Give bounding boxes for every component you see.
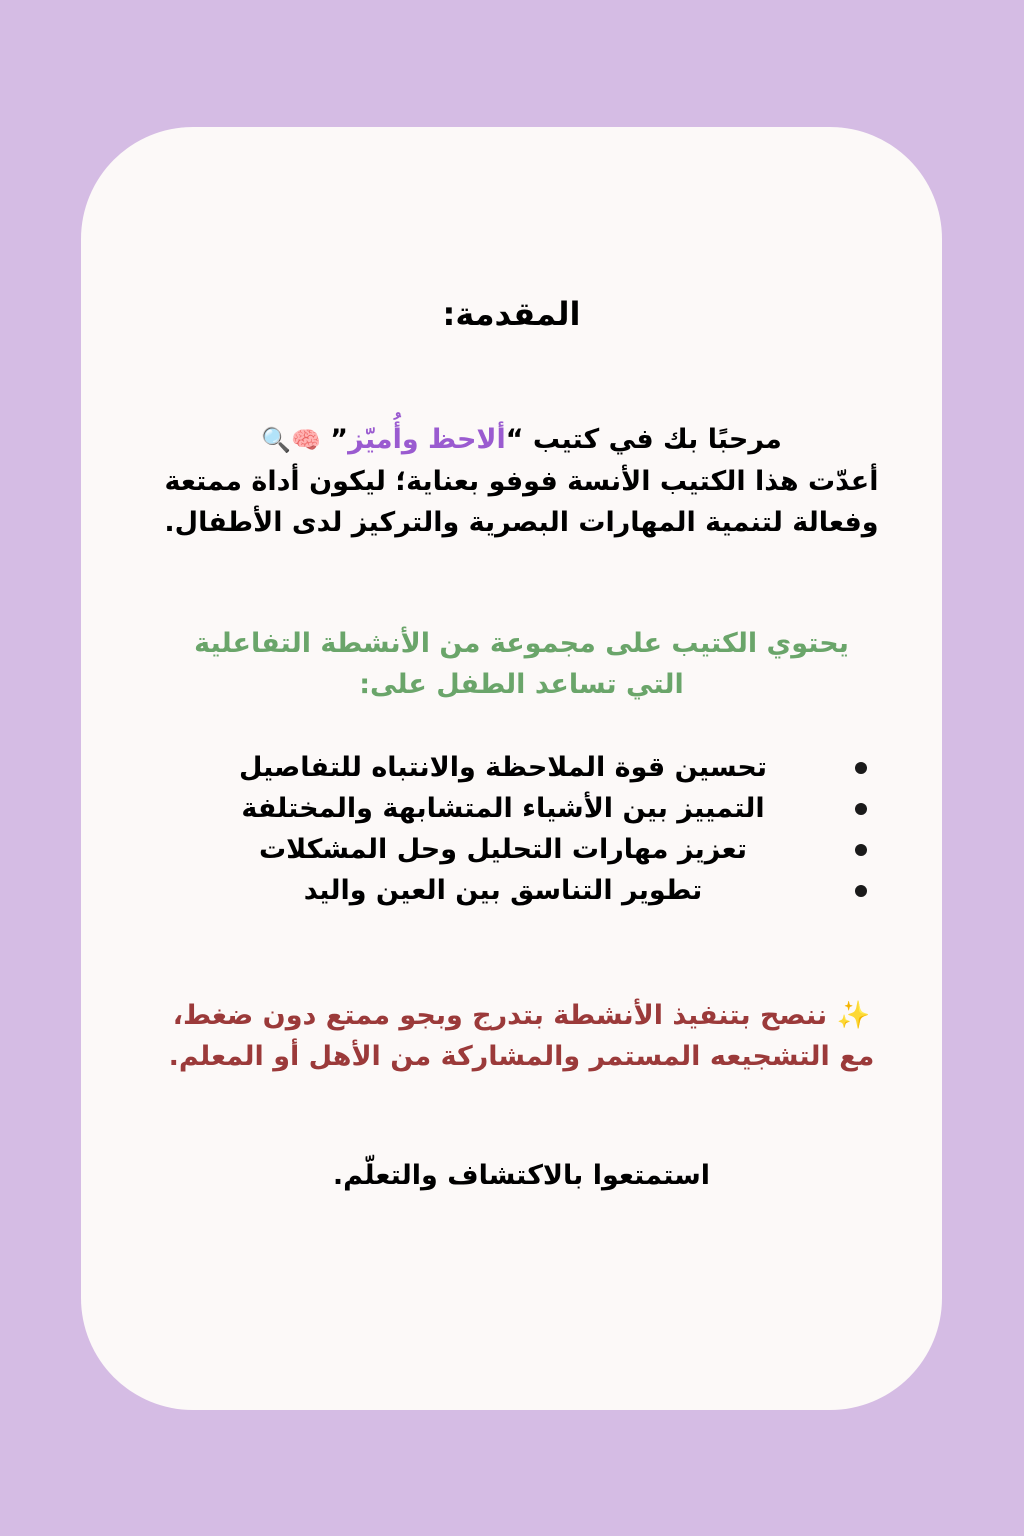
welcome-prefix: مرحبًا بك في كتيب “	[505, 424, 782, 455]
activities-intro: يحتوي الكتيب على مجموعة من الأنشطة التفاعلية التي تساعد الطفل على:	[194, 628, 849, 700]
page-title: المقدمة:	[442, 295, 581, 333]
bullet-icon	[855, 844, 867, 856]
closing-line: استمتعوا بالاكتشاف والتعلّم.	[332, 1160, 711, 1191]
welcome-line	[161, 419, 882, 461]
bullet-icon	[855, 803, 867, 815]
book-name: ألاحظ وأُميّز	[348, 424, 506, 455]
list-item	[201, 747, 872, 788]
welcome-suffix: ”	[320, 424, 349, 455]
advice-paragraph	[161, 995, 882, 1077]
welcome-paragraph	[161, 419, 882, 543]
welcome-description: أعدّت هذا الكتيب الأنسة فوفو بعناية؛ ليكون أداة ممتعة وفعالة لتنمية المهارات البصرية والتركيز لدى الأطفال.	[164, 466, 879, 538]
list-item-text: تعزيز مهارات التحليل وحل المشكلات	[259, 834, 747, 865]
brain-magnifier-icon: 🧠🔍	[261, 426, 321, 454]
content-card	[81, 127, 942, 1410]
bullet-icon	[855, 762, 867, 774]
sparkles-icon: ✨	[836, 1000, 871, 1031]
bullet-icon	[855, 885, 867, 897]
list-item	[201, 829, 872, 870]
skills-list	[201, 747, 872, 911]
advice-text: ننصح بتنفيذ الأنشطة بتدرج وبجو ممتع دون ضغط، مع التشجيعه المستمر والمشاركة من الأهل أو المعلم.	[168, 1000, 875, 1072]
list-item-text: تطوير التناسق بين العين واليد	[303, 875, 703, 906]
list-item	[201, 870, 872, 911]
list-item-text: التمييز بين الأشياء المتشابهة والمختلفة	[241, 793, 765, 824]
list-item	[201, 788, 872, 829]
list-item-text: تحسين قوة الملاحظة والانتباه للتفاصيل	[238, 752, 768, 783]
